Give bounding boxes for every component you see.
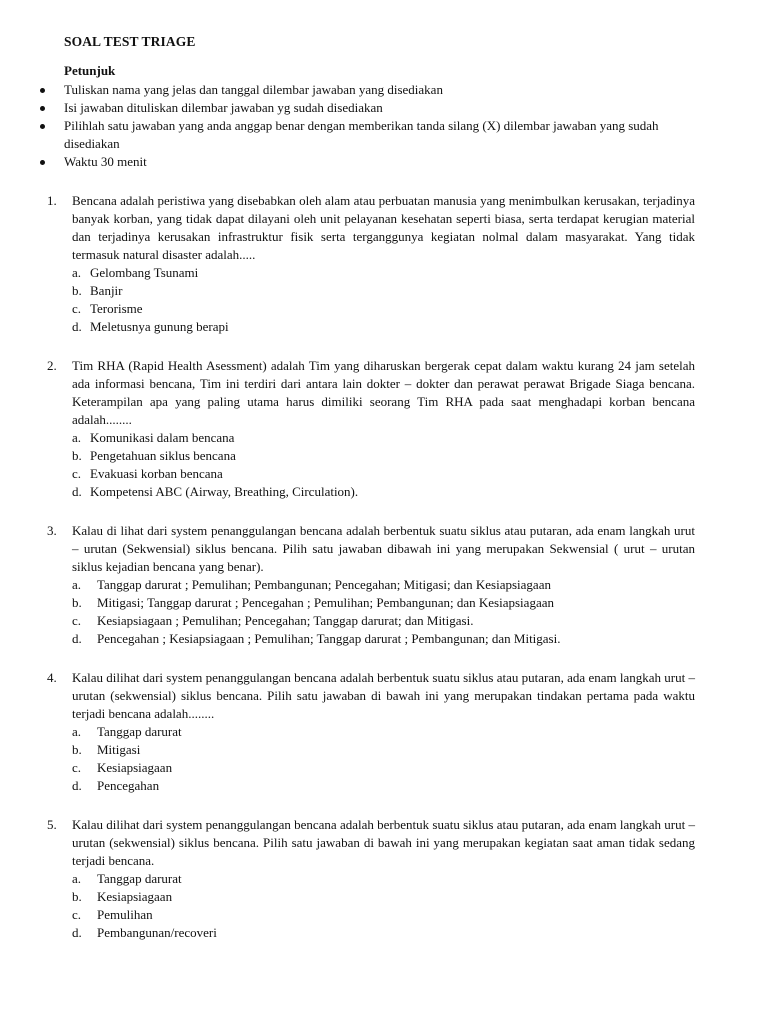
instruction-text: Pilihlah satu jawaban yang anda anggap benar dengan memberikan tanda silang (X) dilembar jawaban yang sudah disediakan: [64, 118, 659, 151]
option-text: Pencegahan: [97, 778, 160, 793]
question-text: Bencana adalah peristiwa yang disebabkan oleh alam atau perbuatan manusia yang menimbulkan kerusakan, terjadinya banyak korban, yang tidak dapat dilayani oleh unit pelayanan kesehatan seperti biasa, serta terdapat kerugian material dan terjadinya kerusakan infrastruktur fisik serta terganggunya kegiatan nolmal dalam masyarakat. Yang tidak termasuk natural disaster adalah.....: [72, 193, 695, 262]
option-item: [72, 264, 695, 282]
option-letter: c.: [72, 301, 82, 316]
option-item: [72, 630, 695, 648]
option-letter: d.: [72, 484, 82, 499]
question-text: Kalau dilihat dari system penanggulangan bencana adalah berbentuk suatu siklus atau putaran, ada enam langkah urut – urutan (sekwensial) siklus bencana. Pilih satu jawaban di bawah ini yang merupakan kegiatan saat aman tidak sedang terjadi bencana.: [72, 817, 695, 868]
option-text: Tanggap darurat: [97, 724, 182, 739]
option-text: Banjir: [90, 283, 123, 298]
option-item: [72, 906, 695, 924]
option-letter: b.: [72, 742, 82, 757]
bullet-icon: [40, 88, 45, 93]
instruction-text: Waktu 30 menit: [64, 154, 147, 169]
option-item: [72, 759, 695, 777]
option-item: [72, 447, 695, 465]
option-item: [72, 483, 695, 501]
option-text: Pembangunan/recoveri: [97, 925, 217, 940]
question-1: [47, 192, 695, 336]
question-number: 5.: [47, 817, 57, 832]
option-text: Kesiapsiagaan: [97, 760, 173, 775]
option-text: Terorisme: [90, 301, 143, 316]
option-item: [72, 318, 695, 336]
option-letter: d.: [72, 778, 82, 793]
question-number: 2.: [47, 358, 57, 373]
option-item: [72, 888, 695, 906]
option-text: Pengetahuan siklus bencana: [90, 448, 236, 463]
question-number: 1.: [47, 193, 57, 208]
option-text: Tanggap darurat ; Pemulihan; Pembangunan; Pencegahan; Mitigasi; dan Kesiapsiagaan: [97, 577, 551, 592]
option-letter: c.: [72, 760, 82, 775]
option-letter: d.: [72, 319, 82, 334]
option-item: [72, 429, 695, 447]
option-list: [72, 870, 695, 942]
question-3: [47, 522, 695, 648]
option-item: [72, 723, 695, 741]
option-letter: b.: [72, 448, 82, 463]
option-letter: b.: [72, 889, 82, 904]
question-number: 4.: [47, 670, 57, 685]
option-item: [72, 612, 695, 630]
option-text: Meletusnya gunung berapi: [90, 319, 229, 334]
option-letter: c.: [72, 466, 82, 481]
option-letter: c.: [72, 613, 82, 628]
option-letter: a.: [72, 871, 82, 886]
option-text: Kompetensi ABC (Airway, Breathing, Circulation).: [90, 484, 359, 499]
option-text: Mitigasi: [97, 742, 141, 757]
option-item: [72, 741, 695, 759]
instruction-text: Isi jawaban dituliskan dilembar jawaban yg sudah disediakan: [64, 100, 383, 115]
option-item: [72, 594, 695, 612]
instructions-list: [36, 81, 696, 171]
option-item: [72, 465, 695, 483]
option-text: Pemulihan: [97, 907, 153, 922]
option-item: [72, 576, 695, 594]
option-letter: b.: [72, 595, 82, 610]
option-text: Komunikasi dalam bencana: [90, 430, 235, 445]
option-list: [72, 576, 695, 648]
option-text: Mitigasi; Tanggap darurat ; Pencegahan ; Pemulihan; Pembangunan; dan Kesiapsiagaan: [97, 595, 554, 610]
option-list: [72, 264, 695, 336]
option-list: [72, 723, 695, 795]
option-text: Kesiapsiagaan: [97, 889, 173, 904]
option-item: [72, 777, 695, 795]
instruction-item: [36, 117, 696, 153]
question-list: [47, 192, 695, 963]
option-text: Gelombang Tsunami: [90, 265, 199, 280]
instruction-item: [36, 81, 696, 99]
bullet-icon: [40, 106, 45, 111]
question-text: Tim RHA (Rapid Health Asessment) adalah Tim yang diharuskan bergerak cepat dalam waktu kurang 24 jam setelah ada informasi bencana, Tim ini terdiri dari antara lain dokter – dokter dan perawat perawat Brigade Siaga bencana. Keterampilan apa yang paling utama harus dimiliki seorang Tim RHA pada saat menghadapi korban bencana adalah........: [72, 358, 695, 427]
option-letter: d.: [72, 925, 82, 940]
option-list: [72, 429, 695, 501]
option-item: [72, 282, 695, 300]
option-item: [72, 924, 695, 942]
option-text: Tanggap darurat: [97, 871, 182, 886]
option-letter: a.: [72, 577, 82, 592]
question-number: 3.: [47, 523, 57, 538]
question-5: [47, 816, 695, 942]
option-letter: a.: [72, 724, 82, 739]
document-title: SOAL TEST TRIAGE: [64, 34, 196, 49]
option-letter: c.: [72, 907, 82, 922]
option-letter: a.: [72, 430, 82, 445]
option-letter: a.: [72, 265, 82, 280]
option-letter: b.: [72, 283, 82, 298]
question-2: [47, 357, 695, 501]
question-text: Kalau dilihat dari system penanggulangan bencana adalah berbentuk suatu siklus atau putaran, ada enam langkah urut – urutan (sekwensial) siklus bencana. Pilih satu jawaban di bawah ini yang merupakan tindakan pertama pada waktu terjadi bencana adalah........: [72, 670, 695, 721]
instruction-text: Tuliskan nama yang jelas dan tanggal dilembar jawaban yang disediakan: [64, 82, 443, 97]
instruction-item: [36, 99, 696, 117]
option-text: Kesiapsiagaan ; Pemulihan; Pencegahan; Tanggap darurat; dan Mitigasi.: [97, 613, 474, 628]
option-letter: d.: [72, 631, 82, 646]
option-item: [72, 300, 695, 318]
question-text: Kalau di lihat dari system penanggulangan bencana adalah berbentuk suatu siklus atau putaran, ada enam langkah urut – urutan (Sekwensial) siklus bencana. Pilih satu jawaban dibawah ini yang merupakan Sekwensial ( urut – urutan siklus kejadian bencana yang benar).: [72, 523, 695, 574]
instructions-heading: Petunjuk: [64, 63, 116, 78]
question-4: [47, 669, 695, 795]
option-text: Evakuasi korban bencana: [90, 466, 223, 481]
bullet-icon: [40, 124, 45, 129]
instruction-item: [36, 153, 696, 171]
option-item: [72, 870, 695, 888]
bullet-icon: [40, 160, 45, 165]
option-text: Pencegahan ; Kesiapsiagaan ; Pemulihan; Tanggap darurat ; Pembangunan; dan Mitigasi.: [97, 631, 561, 646]
